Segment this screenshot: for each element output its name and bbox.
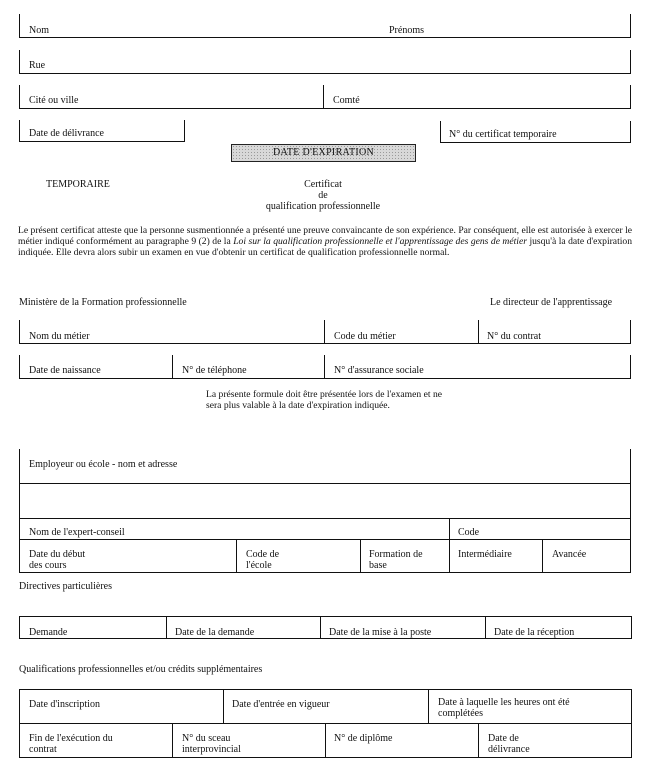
box-border — [19, 616, 20, 639]
date-expiration-text: DATE D'EXPIRATION — [272, 147, 375, 158]
box-border — [184, 120, 185, 142]
box-border — [19, 37, 631, 38]
validity-note: La présente formule doit être présentée lors de l'examen et ne sera plus valable à la date d'expiration indiquée. — [206, 389, 442, 411]
box-border — [630, 355, 631, 379]
box-border — [19, 378, 631, 379]
code-ecole-label: Code de l'école — [246, 549, 280, 571]
employeur-label: Employeur ou école - nom et adresse — [29, 459, 178, 470]
employeur-field[interactable] — [29, 470, 627, 516]
paragraph-text-end: jusqu'à la date d'expiration indiquée. Elle devra alors subir un examen en vue d'obtenir un certificat de qualification professionnelle normal. — [18, 236, 632, 258]
assurance-sociale-label: N° d'assurance sociale — [334, 365, 424, 376]
telephone-field[interactable] — [182, 360, 320, 377]
nom-metier-field[interactable] — [29, 325, 320, 342]
box-border — [631, 689, 632, 758]
box-border — [19, 572, 631, 573]
qualifications-label: Qualifications professionnelles et/ou crédits supplémentaires — [19, 664, 263, 675]
box-border — [19, 638, 632, 639]
date-expiration-banner — [231, 144, 416, 162]
no-certificat-field[interactable] — [449, 125, 627, 141]
directives-label: Directives particulières — [19, 581, 113, 592]
box-border — [478, 723, 479, 757]
nom-metier-label: Nom du métier — [29, 331, 90, 342]
date-demande-label: Date de la demande — [175, 627, 255, 638]
date-mise-poste-label: Date de la mise à la poste — [329, 627, 432, 638]
date-naissance-label: Date de naissance — [29, 365, 101, 376]
demande-label: Demande — [29, 627, 68, 638]
date-inscription-label: Date d'inscription — [29, 699, 100, 710]
date-delivrance-label: Date de délivrance — [29, 128, 104, 139]
certificat-title — [248, 179, 398, 212]
prenoms-label: Prénoms — [389, 25, 424, 36]
box-border — [630, 320, 631, 344]
nom-label: Nom — [29, 25, 49, 36]
nom-field[interactable] — [29, 20, 379, 37]
box-border — [542, 539, 543, 572]
date-delivrance-2-label: Date de délivrance — [488, 733, 530, 755]
no-contrat-field[interactable] — [487, 325, 627, 342]
box-border — [325, 723, 326, 757]
attestation-paragraph — [18, 225, 632, 258]
comte-label: Comté — [333, 95, 360, 106]
rue-label: Rue — [29, 60, 46, 71]
box-border — [172, 723, 173, 757]
box-border — [440, 121, 441, 143]
box-border — [19, 85, 20, 109]
cite-label: Cité ou ville — [29, 95, 79, 106]
fin-contrat-label: Fin de l'exécution du contrat — [29, 733, 113, 755]
no-certificat-label: N° du certificat temporaire — [449, 129, 557, 140]
code-metier-field[interactable] — [334, 325, 474, 342]
box-border — [428, 689, 429, 723]
box-border — [324, 355, 325, 379]
cite-field[interactable] — [29, 90, 319, 107]
box-border — [19, 355, 20, 379]
prenoms-field[interactable] — [389, 20, 627, 37]
box-border — [19, 120, 20, 142]
box-border — [19, 689, 20, 758]
avancee-label: Avancée — [552, 549, 587, 560]
box-border — [630, 449, 631, 573]
no-diplome-label: N° de diplôme — [334, 733, 393, 744]
paragraph-text: Le présent certificat atteste que la personne susmentionnée a présenté une preuve convaincante de son expérience. Par conséquent, elle est autorisée à exercer le métier indiqué conformément au paragraphe 9 (2) de la — [18, 225, 632, 247]
date-reception-label: Date de la réception — [494, 627, 575, 638]
box-border — [166, 616, 167, 639]
box-border — [19, 50, 20, 74]
box-border — [172, 355, 173, 379]
no-contrat-label: N° du contrat — [487, 331, 541, 342]
box-border — [19, 757, 632, 758]
box-border — [19, 343, 631, 344]
loi-title: Loi sur la qualification professionnelle et l'apprentissage des gens de métier — [233, 236, 527, 247]
box-border — [485, 616, 486, 639]
box-border — [320, 616, 321, 639]
ministere-label: Ministère de la Formation professionnelle — [19, 297, 187, 308]
code-label: Code — [458, 527, 480, 538]
box-border — [440, 142, 631, 143]
box-border — [630, 85, 631, 109]
expert-conseil-label: Nom de l'expert-conseil — [29, 527, 125, 538]
box-border — [630, 121, 631, 143]
box-border — [236, 539, 237, 572]
temporaire-label: TEMPORAIRE — [46, 179, 110, 190]
telephone-label: N° de téléphone — [182, 365, 247, 376]
box-border — [223, 689, 224, 723]
rue-field[interactable] — [29, 55, 627, 72]
date-heures-label: Date à laquelle les heures ont été complétées — [438, 697, 570, 719]
intermediaire-label: Intermédiaire — [458, 549, 512, 560]
assurance-sociale-field[interactable] — [334, 360, 627, 377]
date-vigueur-label: Date d'entrée en vigueur — [232, 699, 330, 710]
box-border — [19, 539, 631, 540]
code-metier-label: Code du métier — [334, 331, 396, 342]
box-border — [630, 14, 631, 38]
box-border — [19, 449, 20, 573]
box-border — [323, 85, 324, 109]
box-border — [19, 141, 185, 142]
box-border — [19, 73, 631, 74]
certificat-line-2: de — [318, 190, 328, 201]
box-border — [19, 320, 20, 344]
box-border — [19, 14, 20, 38]
box-border — [478, 320, 479, 344]
box-border — [19, 518, 631, 519]
certificat-line-3: qualification professionnelle — [265, 201, 381, 212]
directeur-label: Le directeur de l'apprentissage — [490, 297, 613, 308]
no-sceau-label: N° du sceau interprovincial — [182, 733, 241, 755]
box-border — [19, 616, 632, 617]
date-naissance-field[interactable] — [29, 360, 168, 377]
expert-conseil-field[interactable] — [180, 520, 445, 538]
box-border — [19, 108, 631, 109]
formation-base-label: Formation de base — [369, 549, 423, 571]
box-border — [449, 518, 450, 572]
certificat-line-1: Certificat — [304, 179, 342, 190]
box-border — [360, 539, 361, 572]
comte-field[interactable] — [333, 90, 627, 107]
box-border — [631, 616, 632, 639]
date-debut-label: Date du début des cours — [29, 549, 86, 571]
box-border — [19, 689, 632, 690]
box-border — [324, 320, 325, 344]
box-border — [630, 50, 631, 74]
date-delivrance-field[interactable] — [29, 124, 181, 140]
